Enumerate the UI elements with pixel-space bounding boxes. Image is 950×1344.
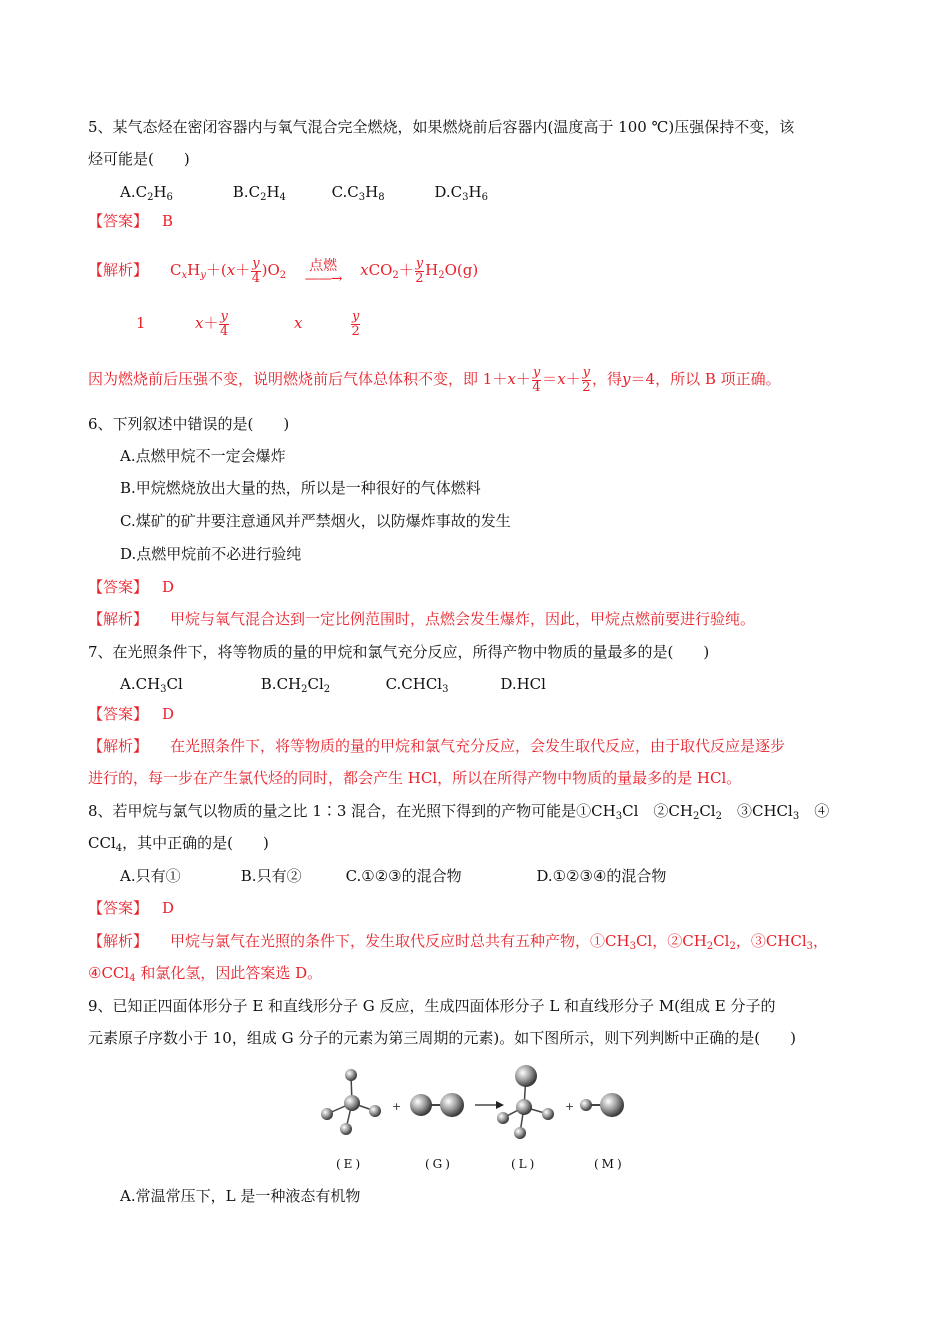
q6-answer: 【答案】 D	[88, 578, 175, 596]
q7-analysis-line1: 【解析】 在光照条件下，将等物质的量的甲烷和氯气充分反应，会发生取代反应，由于取代反应是逐步	[88, 737, 786, 755]
q7-option-d[interactable]: D.HCl	[500, 675, 546, 693]
q8-options	[120, 865, 666, 887]
molecule-l	[497, 1065, 554, 1139]
molecule-e	[321, 1069, 381, 1135]
q5-option-b[interactable]: $B.C_2H_4$	[232, 183, 286, 203]
label-m: (M)	[594, 1157, 625, 1171]
q8-analysis-line2: ④CCl$_4$ 和氯化氢，因此答案选 D。	[88, 964, 323, 984]
q7-option-a[interactable]: $A.CH_3Cl$	[120, 675, 183, 695]
q6-option-c[interactable]: C.煤矿的矿井要注意通风并严禁烟火，以防爆炸事故的发生	[120, 512, 511, 530]
q5-stem-line1: 5、某气态烃在密闭容器内与氧气混合完全燃烧，如果燃烧前后容器内(温度高于 100 ℃)压强保持不变，该	[88, 118, 795, 136]
q5-option-c[interactable]: $C.C_3H_8$	[331, 183, 385, 203]
document-page: 5、某气态烃在密闭容器内与氧气混合完全燃烧，如果燃烧前后容器内(温度高于 100 ℃)压强保持不变，该 烃可能是( ) $A.C_2H_6$ $B.C_2H_4$ $C.C_3H_8$ $D.C_3H_6$ 【答案】 B 【解析】 $C_xH_y+(x+$ $\frac{y}{4}$ )$O_2$ 点燃 ——→ xCO$_2$＋ $\frac{y}{2}$ $H_2O(g)$ 1 x＋ $\frac{y}{4}$ x $\frac{y}{2}$ 因为燃烧前后压强不变，说明燃烧前后气体总体积不变，即 1＋x＋ $\frac{y}{4}$ ＝x＋ $\frac{y}{2}$ ，得y＝4，所以 B 项正确。 6、下列叙述中错误的是( ) A.点燃甲烷不一定会爆炸 B.甲烷燃烧放出大量的热，所以是一种很好的气体燃料 C.煤矿的矿井要注意通风并严禁烟火，以防爆炸事故的发生 D.点燃甲烷前不必进行验纯 【答案】 D 【解析】 甲烷与氧气混合达到一定比例范围时，点燃会发生爆炸，因此，甲烷点燃前要进行验纯。 7、在光照条件下，将等物质的量的甲烷和氯气充分反应，所得产物中物质的量最多的是( ) $A.CH_3Cl$ $B.CH_2Cl_2$ C.CHCl$_3$ D.HCl 【答案】 D 【解析】 在光照条件下，将等物质的量的甲烷和氯气充分反应，会发生取代反应，由于取代反应是逐步 进行的，每一步在产生氯代烃的同时，都会产生 HCl，所以在所得产物中物质的量最多的是 HCl。 8、若甲烷与氯气以物质的量之比 1∶3 混合，在光照下得到的产物可能是$①CH_3Cl$ $②CH_2Cl_2$ ③CHCl$_3$ ④ CCl$_4$，其中正确的是( ) A.只有① B.只有② C.①②③的混合物 D.①②③④的混合物 【答案】 D 【解析】 甲烷与氯气在光照的条件下，发生取代反应时总共有五种产物，$①CH_3Cl$，$②CH_2Cl_2$，③CHCl$_3$， ④CCl$_4$ 和氯化氢，因此答案选 D。 9、已知正四面体形分子 E 和直线形分子 G 反应，生成四面体形分子 L 和直线形分子 M(组成 E 分子的 元素原子序数小于 10，组成 G 分子的元素为第三周期的元素)。如下图所示，则下列判断中正确的是( ) + + (E) (G) (L) (M) A.常温常压下，L 是一种液态有机物	[88, 118, 830, 1205]
q5-option-d[interactable]: $D.C_3H_6$	[434, 183, 488, 203]
q9-stem-line1: 9、已知正四面体形分子 E 和直线形分子 G 反应，生成四面体形分子 L 和直线形分子 M(组成 E 分子的	[88, 997, 776, 1015]
reaction-arrow-icon	[475, 1101, 504, 1109]
q8-stem-line2: CCl$_4$，其中正确的是( )	[88, 834, 269, 854]
q6-option-d[interactable]: D.点燃甲烷前不必进行验纯	[120, 545, 302, 563]
q8-option-c[interactable]: C.①②③的混合物	[345, 867, 462, 885]
molecule-m	[580, 1093, 624, 1117]
q7-options	[120, 673, 546, 695]
answer-tag: 【答案】	[88, 212, 149, 230]
q8-analysis-line1: 【解析】 甲烷与氯气在光照的条件下，发生取代反应时总共有五种产物，$①CH_3Cl$，$②CH_2Cl_2$，③CHCl$_3$，	[88, 932, 829, 952]
q7-stem: 7、在光照条件下，将等物质的量的甲烷和氯气充分反应，所得产物中物质的量最多的是( )	[88, 643, 710, 661]
q5-option-a[interactable]: $A.C_2H_6$	[120, 183, 173, 203]
q8-answer: 【答案】 D	[88, 899, 175, 917]
q6-analysis: 【解析】 甲烷与氧气混合达到一定比例范围时，点燃会发生爆炸，因此，甲烷点燃前要进行验纯。	[88, 610, 756, 628]
q7-option-c[interactable]: C.CHCl$_3$	[385, 675, 449, 695]
q8-option-a[interactable]: A.只有①	[120, 867, 181, 885]
q5-conclusion: 因为燃烧前后压强不变，说明燃烧前后气体总体积不变，即 1＋x＋ $\frac{y}{4}$ ＝x＋ $\frac{y}{2}$ ，得y＝4，所以 B 项正确。	[88, 364, 781, 395]
answer-value: B	[162, 212, 174, 230]
q6-stem: 6、下列叙述中错误的是( )	[88, 415, 290, 433]
q6-option-b[interactable]: B.甲烷燃烧放出大量的热，所以是一种很好的气体燃料	[120, 479, 481, 497]
q5-answer	[88, 210, 173, 232]
label-l: (L)	[511, 1157, 538, 1171]
q8-stem-line1: 8、若甲烷与氯气以物质的量之比 1∶3 混合，在光照下得到的产物可能是$①CH_3Cl$ $②CH_2Cl_2$ ③CHCl$_3$ ④	[88, 802, 830, 822]
plus-sign-2: +	[565, 1100, 575, 1113]
q5-options	[120, 181, 488, 203]
q8-option-b[interactable]: B.只有②	[240, 867, 302, 885]
q5-stem-line2: 烃可能是( )	[88, 150, 190, 168]
label-g: (G)	[425, 1157, 453, 1171]
q7-option-b[interactable]: $B.CH_2Cl_2$	[260, 675, 331, 695]
q6-option-a[interactable]: A.点燃甲烷不一定会爆炸	[120, 447, 286, 465]
molecule-reaction-diagram	[310, 1058, 650, 1158]
analysis-tag: 【解析】	[88, 261, 149, 279]
q5-equation: 【解析】 $C_xH_y+(x+$ $\frac{y}{4}$ )$O_2$ 点燃 ——→ xCO$_2$＋ $\frac{y}{2}$ $H_2O(g)$	[88, 255, 479, 287]
q9-stem-line2: 元素原子序数小于 10，组成 G 分子的元素为第三周期的元素)。如下图所示，则下列判断中正确的是( )	[88, 1029, 796, 1047]
molecule-g	[410, 1093, 464, 1117]
label-e: (E)	[336, 1157, 364, 1171]
plus-sign-1: +	[392, 1100, 402, 1113]
q7-analysis-line2: 进行的，每一步在产生氯代烃的同时，都会产生 HCl，所以在所得产物中物质的量最多的是 HCl。	[88, 769, 742, 787]
reaction-arrow: 点燃 ——→	[304, 258, 342, 287]
q8-option-d[interactable]: D.①②③④的混合物	[536, 867, 667, 885]
q7-answer: 【答案】 D	[88, 705, 175, 723]
q9-option-a[interactable]: A.常温常压下，L 是一种液态有机物	[120, 1187, 361, 1205]
